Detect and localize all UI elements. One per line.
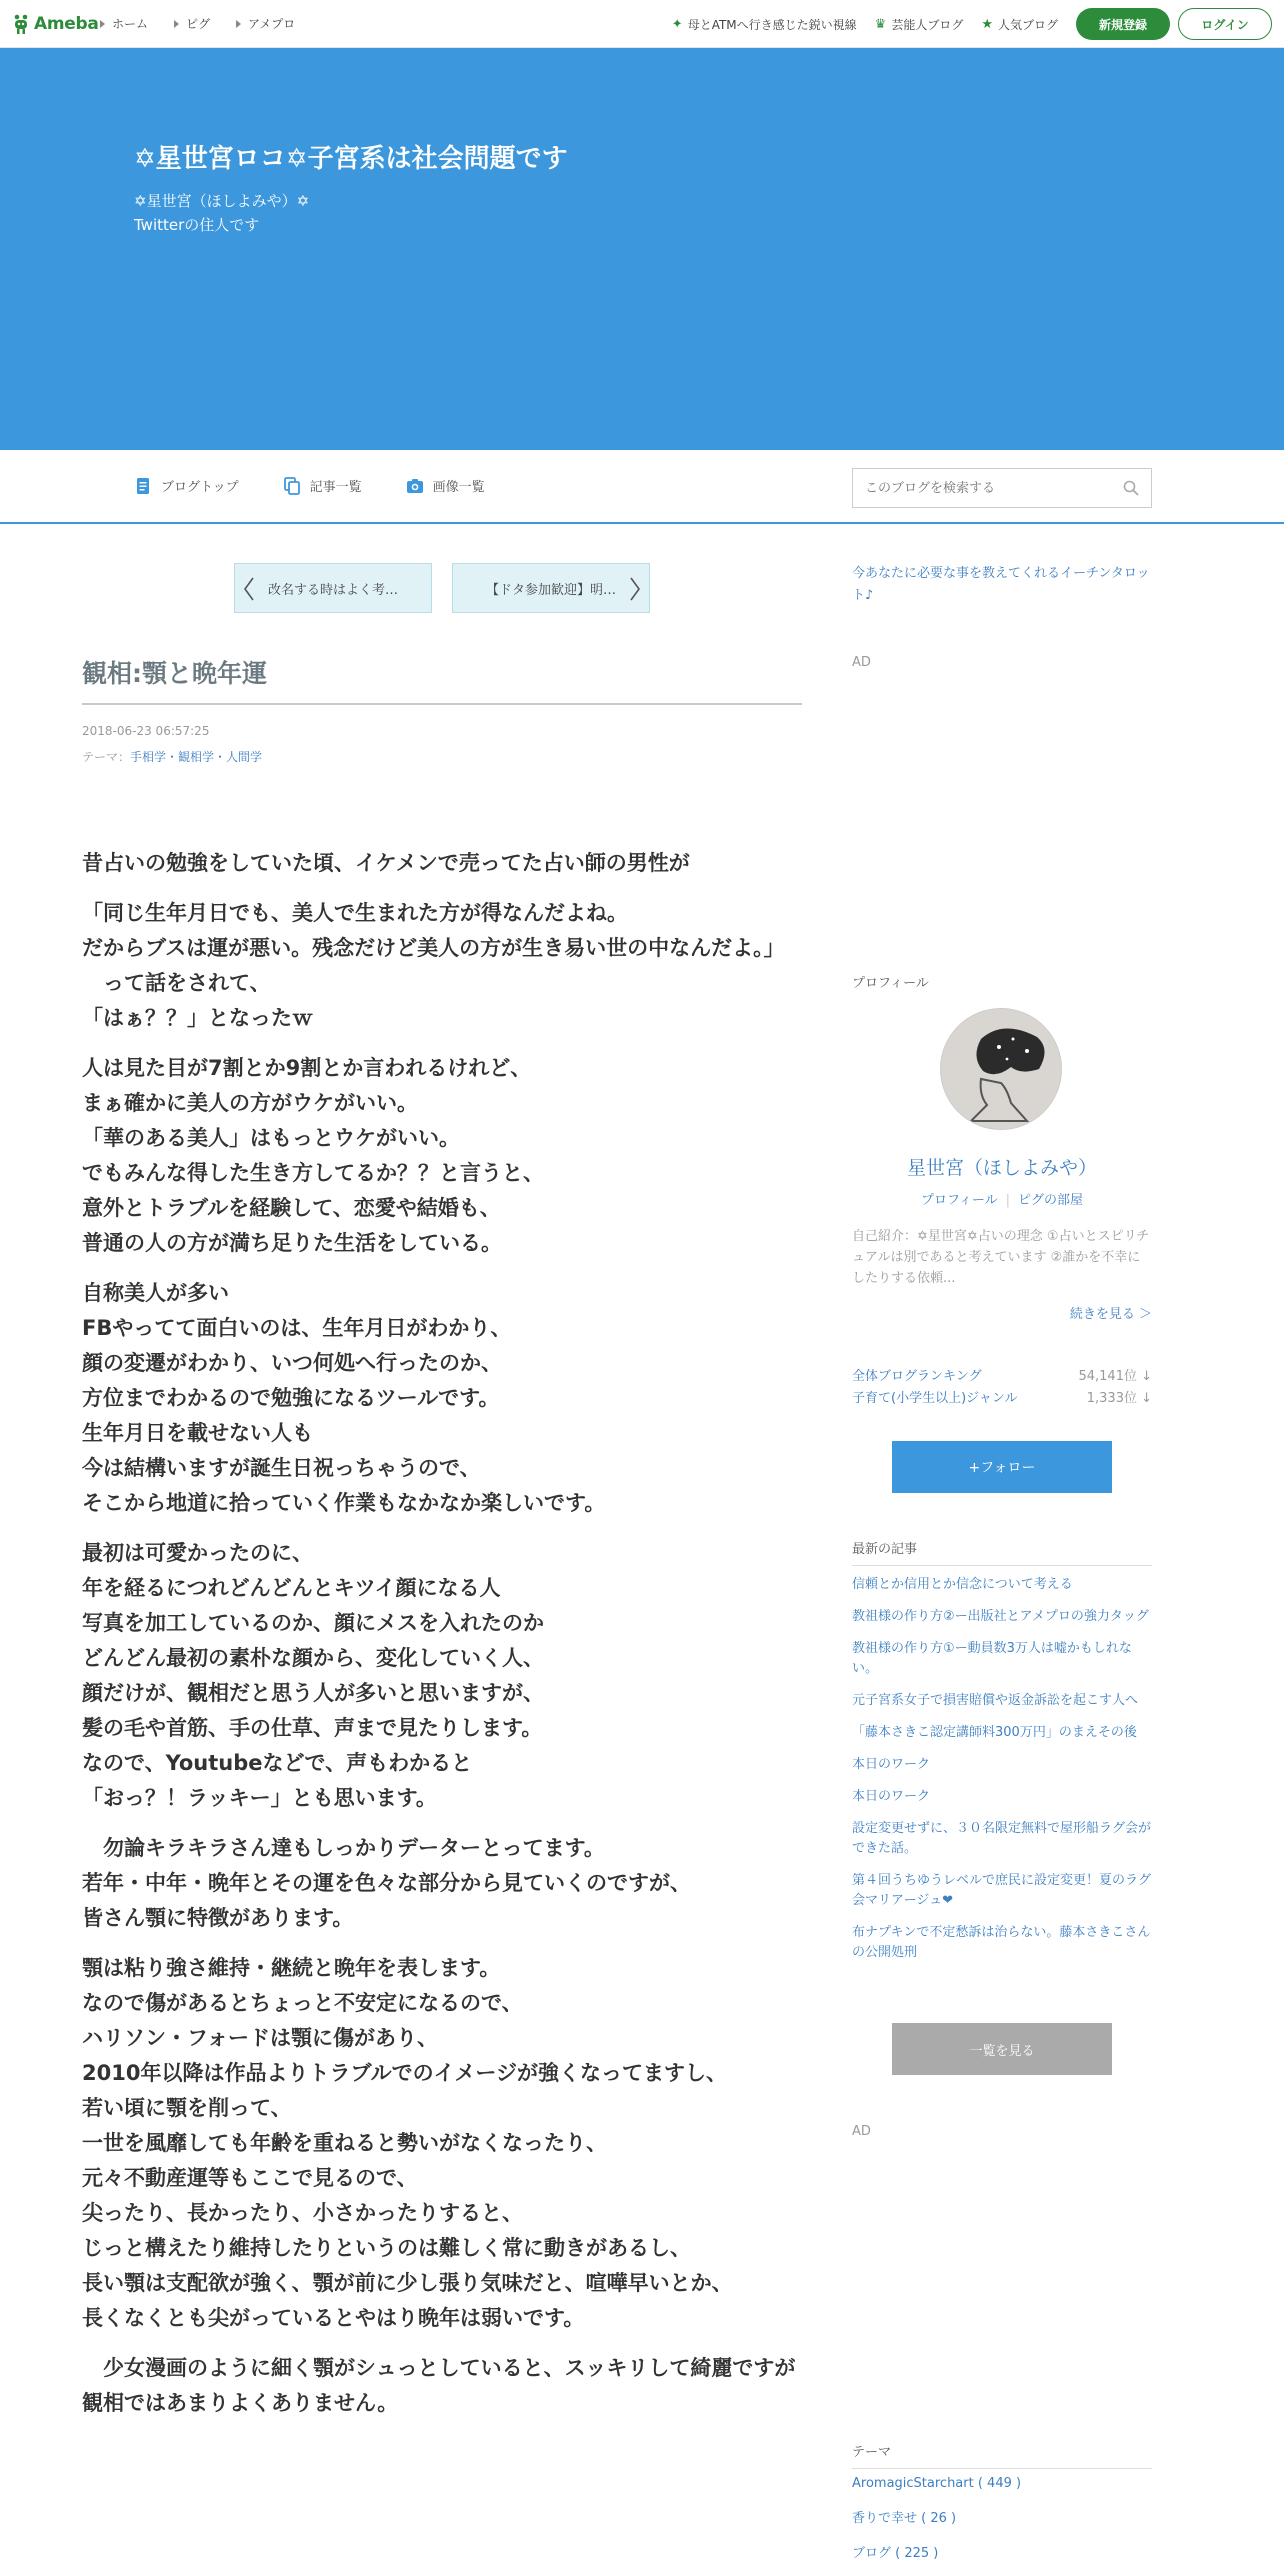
article-paragraph xyxy=(82,1831,802,1936)
profile-name[interactable]: 星世宮（ほしよみや） xyxy=(906,1157,1097,1179)
star-icon: ★ xyxy=(981,16,993,32)
sidebar-ad-label: AD xyxy=(852,655,871,670)
sidebar-ad-label-2: AD xyxy=(852,2124,871,2139)
profile-link[interactable]: プロフィール xyxy=(920,1193,998,1208)
theme-link[interactable]: AromagicStarchart ( 449 ) xyxy=(852,2476,1022,2491)
article-line: 長くなくとも尖がっているとやはり晩年は弱いです。 xyxy=(82,2306,585,2330)
article-line: 少女漫画のように細く顎がシュっとしていると、スッキリして綺麗ですが xyxy=(82,2356,796,2380)
blog-description-line1: ✡星世宮（ほしよみや）✡ xyxy=(134,192,310,210)
article-line: 「はぁ？？」となったｗ xyxy=(82,1006,313,1030)
blog-search-box[interactable] xyxy=(852,468,1152,508)
article-line: 生年月日を載せない人も xyxy=(82,1421,313,1445)
top-header xyxy=(0,0,1284,48)
article-line: 最初は可愛かったのに、 xyxy=(82,1541,313,1565)
ranking-genre[interactable] xyxy=(852,1387,1152,1406)
ranking-genre-label: 子育て(小学生以上)ジャンル xyxy=(852,1391,1018,1406)
article-paragraph xyxy=(82,1051,802,1261)
sparkle-icon: ✦ xyxy=(671,16,683,32)
article-line: 年を経るにつれどんどんとキツイ顔になる人 xyxy=(82,1576,501,1600)
article-line: 普通の人の方が満ち足りた生活をしている。 xyxy=(82,1231,502,1255)
article-line: 尖ったり、長かったり、小さかったりすると、 xyxy=(82,2201,523,2225)
article-line: 自称美人が多い xyxy=(82,1281,229,1305)
tab-blog-top[interactable] xyxy=(134,476,239,495)
prev-article-button[interactable] xyxy=(234,563,432,613)
article-line: 顔の変遷がわかり、いつ何処へ行ったのか、 xyxy=(82,1351,502,1375)
chevron-left-icon xyxy=(241,576,257,602)
login-button[interactable]: ログイン xyxy=(1178,8,1272,40)
article-line: じっと構えたり維持したりというのは難しく常に動きがあるし、 xyxy=(82,2236,691,2260)
profile-heading: プロフィール xyxy=(852,976,929,991)
title-divider xyxy=(82,703,802,705)
latest-article-link[interactable]: 設定変更せずに、３０名限定無料で屋形船ラグ会ができた話。 xyxy=(852,1821,1152,1856)
latest-articles-heading: 最新の記事 xyxy=(852,1538,1152,1566)
next-article-button[interactable] xyxy=(452,563,650,613)
theme-link[interactable]: ブログ ( 225 ) xyxy=(852,2546,939,2561)
latest-article-link[interactable]: 信頼とか信用とか信念について考える xyxy=(852,1577,1073,1592)
avatar[interactable] xyxy=(940,1008,1062,1130)
article-line: って話をされて、 xyxy=(82,971,271,995)
prev-article-label: 改名する時はよく考… xyxy=(267,582,398,598)
ranking-overall-label: 全体ブログランキング xyxy=(852,1369,982,1384)
article-line: 一世を風靡しても年齢を重ねると勢いがなくなったり、 xyxy=(82,2131,607,2155)
celebrity-blog-label: 芸能人ブログ xyxy=(891,17,964,32)
article-line: FBやってて面白いのは、生年月日がわかり、 xyxy=(82,1316,512,1340)
article-theme xyxy=(82,748,262,765)
article-line: 2010年以降は作品よりトラブルでのイメージが強くなってますし、 xyxy=(82,2061,727,2085)
search-icon[interactable] xyxy=(1123,480,1139,496)
ranking-genre-value: 1,333位 ↓ xyxy=(1086,1391,1152,1406)
article-line: なので傷があるとちょっと不安定になるので、 xyxy=(82,1991,523,2015)
article-line: ハリソン・フォードは顎に傷があり、 xyxy=(82,2026,438,2050)
article-line: 長い顎は支配欲が強く、顎が前に少し張り気味だと、喧嘩早いとか、 xyxy=(82,2271,733,2295)
top-nav xyxy=(100,15,295,32)
article-line: 今は結構いますが誕生日祝っちゃうので、 xyxy=(82,1456,481,1480)
popular-blog-link[interactable] xyxy=(981,16,1058,33)
logo-text: Ameba xyxy=(34,14,99,34)
article-line: 皆さん顎に特徴があります。 xyxy=(82,1906,354,1930)
sidebar-promo-link[interactable]: 今あなたに必要な事を教えてくれるイーチンタロット♪ xyxy=(852,566,1150,603)
blog-title[interactable]: ✡星世宮ロコ✡子宮系は社会問題です xyxy=(134,144,568,174)
celebrity-blog-link[interactable] xyxy=(875,16,964,33)
article-line: 髪の毛や首筋、手の仕草、声まで見たりします。 xyxy=(82,1716,543,1740)
article-paragraph xyxy=(82,1951,802,2336)
article-body xyxy=(82,846,802,2436)
tab-image-list[interactable] xyxy=(406,476,485,495)
next-article-label: 【ドタ参加歓迎】明… xyxy=(485,582,616,598)
camera-icon xyxy=(406,477,424,495)
article-line: 「華のある美人」はもっとウケがいい。 xyxy=(82,1126,460,1150)
signup-button[interactable]: 新規登録 xyxy=(1076,8,1170,40)
article-line: 元々不動産運等もここで見るので、 xyxy=(82,2166,418,2190)
article-paragraph xyxy=(82,896,802,1036)
view-all-button[interactable]: 一覧を見る xyxy=(892,2023,1112,2075)
latest-article-link[interactable]: 教祖様の作り方②ー出版社とアメプロの強力タッグ xyxy=(852,1609,1149,1624)
latest-articles-list xyxy=(852,1575,1152,1975)
blog-description-line2: Twitterの住人です xyxy=(134,216,260,234)
article-line: 方位までわかるので勉強になるツールです。 xyxy=(82,1386,500,1410)
blog-header-banner xyxy=(0,48,1284,450)
latest-article-link[interactable]: 第４回うちゆうレベルで庶民に設定変更！夏のラグ会マリアージュ❤ xyxy=(852,1873,1152,1908)
article-paragraph xyxy=(82,2351,802,2421)
article-line: 写真を加工しているのか、顔にメスを入れたのか xyxy=(82,1611,544,1635)
ameba-logo[interactable] xyxy=(12,12,99,36)
theme-link[interactable]: 手相学・観相学・人間学 xyxy=(130,750,263,764)
nav-pig[interactable]: ピグ xyxy=(174,15,210,32)
article-title[interactable]: 観相:顎と晩年運 xyxy=(82,659,267,688)
article-line: 昔占いの勉強をしていた頃、イケメンで売ってた占い師の男性が xyxy=(82,851,690,875)
tab-blog-top-label: ブログトップ xyxy=(161,480,239,495)
article-line: どんどん最初の素朴な顔から、変化していく人、 xyxy=(82,1646,544,1670)
article-line: 観相ではあまりよくありません。 xyxy=(82,2391,399,2415)
article-line: 「おっ？！ラッキー」とも思います。 xyxy=(82,1786,437,1810)
article-line: そこから地道に拾っていく作業もなかなか楽しいです。 xyxy=(82,1491,606,1515)
profile-links xyxy=(852,1189,1152,1208)
blog-search-input[interactable] xyxy=(865,481,1123,496)
tab-image-list-label: 画像一覧 xyxy=(432,480,485,495)
chevron-right-icon xyxy=(627,576,643,602)
article-line: でもみんな得した生き方してるか？？と言うと、 xyxy=(82,1161,544,1185)
latest-article-link[interactable]: 元子宮系女子で損害賠償や返金訴訟を起こす人へ xyxy=(852,1693,1139,1708)
ranking-overall[interactable] xyxy=(852,1365,1152,1384)
profile-intro: 自己紹介：✡星世宮✡占いの理念 ①占いとスピリチュアルは別であると考えています ②誰かを不幸にしたりする依頼... xyxy=(852,1229,1150,1286)
article-line: 勿論キラキラさん達もしっかりデーターとってます。 xyxy=(82,1836,605,1860)
article-line: まぁ確かに美人の方がウケがいい。 xyxy=(82,1091,418,1115)
document-icon xyxy=(134,477,152,495)
theme-prefix: テーマ： xyxy=(82,750,131,764)
article-date: 2018-06-23 06:57:25 xyxy=(82,724,210,738)
follow-button[interactable]: +フォロー xyxy=(892,1441,1112,1493)
article-line: 「同じ生年月日でも、美人で生まれた方が得なんだよね。 xyxy=(82,901,628,925)
article-line: 顎は粘り強さ維持・継続と晩年を表します。 xyxy=(82,1956,501,1980)
header-right xyxy=(672,8,1272,40)
pig-room-link[interactable]: ピグの部屋 xyxy=(1018,1193,1084,1208)
popular-blog-label: 人気ブログ xyxy=(997,17,1058,32)
latest-article-link[interactable]: 「藤本さきこ認定講師料300万円」のまえその後 xyxy=(852,1725,1137,1740)
ameba-logo-icon xyxy=(12,13,30,35)
crown-icon: ♛ xyxy=(874,16,887,32)
article-line: 意外とトラブルを経験して、恋愛や結婚も、 xyxy=(82,1196,501,1220)
article-paragraph xyxy=(82,846,802,881)
theme-list xyxy=(852,2476,1152,2568)
article-line: 顔だけが、観相だと思う人が多いと思いますが、 xyxy=(82,1681,544,1705)
article-paragraph xyxy=(82,1536,802,1816)
nav-home[interactable]: ホーム xyxy=(100,15,148,32)
latest-article-link[interactable]: 教祖様の作り方①ー動員数3万人は嘘かもしれない。 xyxy=(852,1641,1132,1676)
latest-article-link[interactable]: 布ナプキンで不定愁訴は治らない。藤本さきこさんの公開処刑 xyxy=(852,1925,1151,1960)
latest-article-link[interactable]: 本日のワーク xyxy=(852,1789,931,1804)
trending-link[interactable] xyxy=(672,16,857,33)
tab-article-list[interactable] xyxy=(283,476,362,495)
theme-heading: テーマ xyxy=(852,2441,1152,2469)
article-line: だからブスは運が悪い。残念だけど美人の方が生き易い世の中なんだよ。」 xyxy=(82,936,785,960)
blog-subnav xyxy=(0,450,1284,524)
article-line: 若年・中年・晩年とその運を色々な部分から見ていくのですが、 xyxy=(82,1871,691,1895)
trending-label: 母とATMへ行き感じた鋭い視線 xyxy=(687,17,857,32)
nav-amepro[interactable]: アメプロ xyxy=(236,15,295,32)
link-separator: | xyxy=(1005,1193,1011,1208)
read-more-link[interactable]: 続きを見る ＞ xyxy=(1069,1307,1152,1322)
copy-icon xyxy=(283,477,301,495)
tab-article-list-label: 記事一覧 xyxy=(309,480,362,495)
latest-article-link[interactable]: 本日のワーク xyxy=(852,1757,931,1772)
article-line: 人は見た目が7割とか9割とか言われるけれど、 xyxy=(82,1056,532,1080)
ranking-overall-value: 54,141位 ↓ xyxy=(1078,1369,1152,1384)
theme-link[interactable]: 香りで幸せ ( 26 ) xyxy=(852,2511,957,2526)
article-line: 若い頃に顎を削って、 xyxy=(82,2096,292,2120)
article-line: なので、Youtubeなどで、声もわかると xyxy=(82,1751,473,1775)
article-paragraph xyxy=(82,1276,802,1521)
